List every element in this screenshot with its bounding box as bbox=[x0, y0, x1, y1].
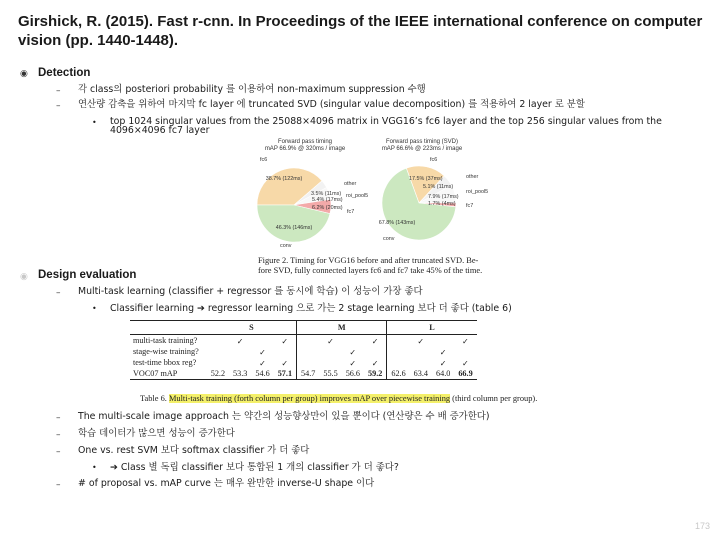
table6-map-value: 54.7 bbox=[297, 368, 320, 380]
left-pie-title: Forward pass timing bbox=[277, 139, 333, 145]
left-roi-name: roi_pool5 bbox=[346, 193, 369, 199]
table6-check-cell bbox=[342, 335, 364, 347]
dash-bullet-icon: – bbox=[56, 447, 61, 457]
table6-map-value: 59.2 bbox=[364, 368, 387, 380]
table6-check-cell: ✓ bbox=[349, 358, 357, 368]
left-other-name: other bbox=[344, 181, 357, 187]
design-item-1-sub: Classifier learning ➔ regressor learning 으로 가는 2 stage learning 보다 더 좋다 (table 6) bbox=[110, 303, 512, 314]
table6-row-label: stage-wise training? bbox=[133, 347, 199, 356]
table6-map-value: 55.5 bbox=[319, 368, 341, 380]
table6-group-header: S bbox=[207, 321, 297, 335]
right-fc6-name: fc6 bbox=[430, 157, 438, 163]
table6-check-cell bbox=[297, 335, 320, 347]
table6-check-cell bbox=[364, 346, 387, 357]
figure2-pie-charts bbox=[250, 135, 510, 265]
detection-item-2: 연산량 감축을 위하여 마지막 fc layer 에 truncated SVD (singular value decomposition) 를 적용하여 2 layer 로 분할 bbox=[78, 99, 585, 110]
table6-map-label: VOC07 mAP bbox=[130, 368, 207, 380]
dash-bullet-icon: – bbox=[56, 288, 61, 298]
page-number: 173 bbox=[694, 521, 710, 531]
design-item-2: The multi-scale image approach 는 약간의 성능향상만이 있을 뿐이다 (연산량은 수 배 증가한다) bbox=[78, 411, 490, 422]
right-pie-subtitle: mAP 66.6% @ 223ms / image bbox=[381, 146, 463, 152]
table6-check-cell bbox=[207, 335, 229, 347]
left-other-value: 3.5% (11ms) bbox=[311, 191, 342, 197]
table6-check-cell: ✓ bbox=[439, 347, 447, 357]
table6-check-cell bbox=[387, 357, 410, 368]
table6-check-cell: ✓ bbox=[259, 347, 266, 357]
table6-check-cell: ✓ bbox=[349, 347, 357, 357]
table6-check-cell: ✓ bbox=[281, 336, 289, 346]
table6-check-cell bbox=[207, 357, 229, 368]
table6-map-value: 63.4 bbox=[410, 368, 432, 380]
table6-map-value: 53.3 bbox=[229, 368, 251, 380]
table6-check-cell bbox=[297, 357, 320, 368]
table6-map-value: 66.9 bbox=[454, 368, 476, 380]
table6-check-cell bbox=[454, 346, 476, 357]
table6-check-cell bbox=[387, 346, 410, 357]
design-item-3: 학습 데이터가 많으면 성능이 증가한다 bbox=[78, 428, 235, 439]
design-item-4: One vs. rest SVM 보다 softmax classifier 가 더 좋다 bbox=[78, 445, 310, 456]
right-other-value: 5.1% (11ms) bbox=[423, 184, 454, 190]
table6-check-cell: ✓ bbox=[462, 358, 469, 368]
table6-check-cell bbox=[410, 357, 432, 368]
table6-caption-highlight: Multi-task training (forth column per group) improves mAP over piecewise training bbox=[168, 394, 451, 403]
table6-check-cell bbox=[387, 335, 410, 347]
table6-check-cell bbox=[207, 346, 229, 357]
left-pie-subtitle: mAP 66.9% @ 320ms / image bbox=[264, 146, 346, 152]
table6-caption bbox=[140, 394, 537, 404]
dash-bullet-icon: – bbox=[56, 430, 61, 440]
table6-map-value: 64.0 bbox=[432, 368, 454, 380]
table6-row bbox=[130, 357, 477, 368]
section-bullet-icon: ◉ bbox=[20, 69, 28, 79]
table6-caption-prefix: Table 6. bbox=[140, 394, 167, 403]
table6-group-header: L bbox=[387, 321, 477, 335]
figure2-caption-line2: fore SVD, fully connected layers fc6 and fc7 take 45% of the time. bbox=[258, 266, 483, 275]
right-fc6-value: 17.5% (37ms) bbox=[409, 176, 443, 182]
table6-map-row bbox=[130, 368, 477, 380]
design-item-4-sub: ➔ Class 별 독립 classifier 보다 통합된 1 개의 classifier 가 더 좋다? bbox=[110, 462, 399, 473]
left-fc7-value: 6.2% (20ms) bbox=[312, 205, 343, 211]
left-roi-value: 5.4% (17ms) bbox=[312, 197, 343, 203]
table6-check-cell bbox=[410, 346, 432, 357]
table6-row bbox=[130, 335, 477, 347]
table6-check-cell: ✓ bbox=[236, 336, 244, 346]
table6-check-cell: ✓ bbox=[371, 336, 379, 346]
left-fc6-value: 38.7% (122ms) bbox=[265, 176, 303, 182]
table6-check-cell: ✓ bbox=[417, 336, 425, 346]
right-fc7-value: 1.7% (4ms) bbox=[428, 201, 456, 207]
right-fc7-name: fc7 bbox=[466, 203, 474, 209]
table6-check-cell: ✓ bbox=[439, 358, 447, 368]
table6-map-value: 56.6 bbox=[342, 368, 364, 380]
right-roi-value: 7.9% (17ms) bbox=[428, 194, 459, 200]
table6-check-cell: ✓ bbox=[259, 358, 266, 368]
slide-title: Girshick, R. (2015). Fast r-cnn. In Proceedings of the IEEE international conference on computer vision (pp. 1440-1448). bbox=[18, 13, 703, 49]
table6-check-cell bbox=[319, 346, 341, 357]
table6-check-cell: ✓ bbox=[281, 358, 289, 368]
detection-sub-item: top 1024 singular values from the 25088×4096 matrix in VGG16’s fc6 layer and the top 256 singular values from the 4096×4096 fc7 layer bbox=[110, 116, 662, 136]
table6-check-cell: ✓ bbox=[462, 336, 469, 346]
dot-bullet-icon: • bbox=[92, 463, 97, 472]
right-conv-name: conv bbox=[383, 236, 395, 242]
design-item-5: # of proposal vs. mAP curve 는 매우 완만한 inverse-U shape 이다 bbox=[78, 478, 375, 489]
dash-bullet-icon: – bbox=[56, 101, 61, 111]
left-fc6-name: fc6 bbox=[260, 157, 268, 163]
table6-check-cell bbox=[229, 346, 251, 357]
table6-group-header: M bbox=[297, 321, 387, 335]
table6-caption-suffix: (third column per group). bbox=[452, 394, 538, 403]
right-other-name: other bbox=[466, 174, 479, 180]
table6-row-label: test-time bbox reg? bbox=[133, 358, 197, 367]
dot-bullet-icon: • bbox=[92, 118, 97, 127]
table6-check-cell bbox=[319, 357, 341, 368]
table6-check-cell: ✓ bbox=[371, 358, 379, 368]
figure2-caption-line1: Figure 2. Timing for VGG16 before and after truncated SVD. Be- bbox=[258, 256, 479, 265]
table6-map-value: 62.6 bbox=[387, 368, 410, 380]
left-conv-value: 46.3% (146ms) bbox=[275, 225, 313, 231]
table6-check-cell: ✓ bbox=[327, 336, 334, 346]
left-conv-name: conv bbox=[280, 243, 292, 249]
right-pie bbox=[379, 139, 488, 242]
table6-row-label: multi-task training? bbox=[133, 336, 198, 345]
table6-map-value: 52.2 bbox=[207, 368, 229, 380]
table6-map-value: 57.1 bbox=[274, 368, 297, 380]
design-item-1: Multi-task learning (classifier + regressor 를 동시에 학습) 이 성능이 가장 좋다 bbox=[78, 286, 423, 297]
left-fc7-name: fc7 bbox=[347, 209, 355, 215]
dot-bullet-icon: • bbox=[92, 304, 97, 313]
table6 bbox=[130, 320, 477, 380]
right-conv-value: 67.8% (143ms) bbox=[378, 220, 416, 226]
dash-bullet-icon: – bbox=[56, 86, 61, 96]
detection-item-1: 각 class의 posteriori probability 를 이용하여 non-maximum suppression 수행 bbox=[78, 84, 426, 95]
section-heading-detection: Detection bbox=[38, 67, 91, 79]
table6-check-cell bbox=[432, 335, 454, 347]
dash-bullet-icon: – bbox=[56, 413, 61, 423]
table6-map-value: 54.6 bbox=[251, 368, 273, 380]
right-pie-title: Forward pass timing (SVD) bbox=[385, 139, 459, 145]
table6-row bbox=[130, 346, 477, 357]
table6-check-cell bbox=[274, 346, 297, 357]
section-bullet-icon: ◉ bbox=[20, 272, 28, 282]
table6-check-cell bbox=[251, 335, 273, 347]
right-roi-name: roi_pool5 bbox=[466, 189, 489, 195]
left-pie bbox=[257, 139, 368, 249]
section-heading-design: Design evaluation bbox=[38, 269, 137, 281]
table6-check-cell bbox=[229, 357, 251, 368]
table6-check-cell bbox=[297, 346, 320, 357]
dash-bullet-icon: – bbox=[56, 480, 61, 490]
